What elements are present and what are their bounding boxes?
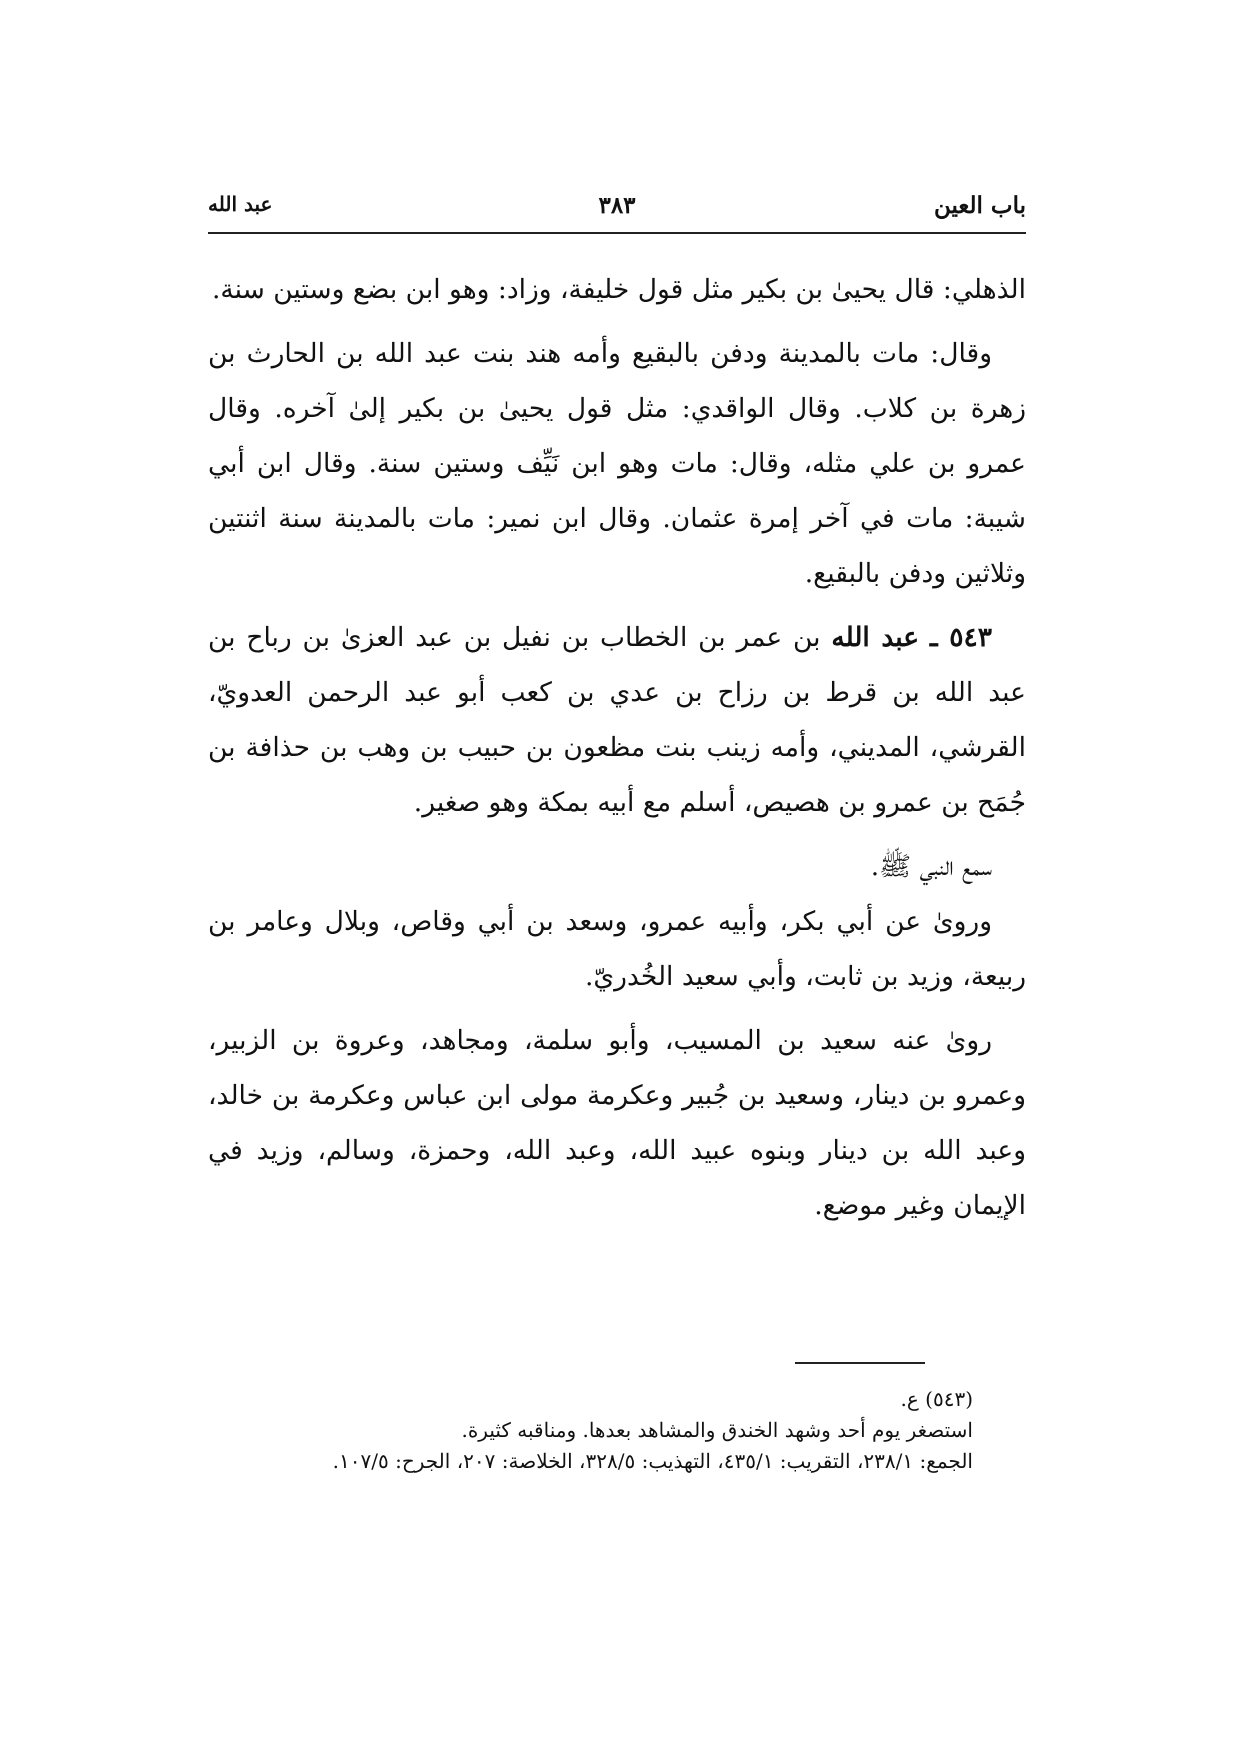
page-number: ٣٨٣ [598, 192, 636, 219]
paragraph: الذهلي: قال يحيىٰ بن بكير مثل قول خليفة، وزاد: وهو ابن بضع وستين سنة. [211, 274, 1026, 305]
footnotes [208, 1384, 973, 1477]
chapter-title: باب العين [933, 192, 1026, 219]
entry-text: بن عمر بن الخطاب بن نفيل بن عبد العزىٰ بن رباح بن عبد الله بن قرط بن رزاح بن عدي بن كعب أبو عبد الرحمن العدويّ، القرشي، المديني، وأمه زينب بنت مظعون بن حبيب بن وهب بن حذافة بن جُمَح بن عمرو بن هصيص، أسلم مع أبيه بمكة وهو صغير. [208, 622, 1026, 818]
footnote-line: الجمع: ٢٣٨/١، التقريب: ٤٣٥/١، التهذيب: ٣٢٨/٥، الخلاصة: ٢٠٧، الجرح: ١٠٧/٥. [332, 1449, 973, 1473]
footnote-line: استصغر يوم أحد وشهد الخندق والمشاهد بعدها. ومناقبه كثيرة. [461, 1418, 973, 1442]
entry-number: ٥٤٣ ـ [929, 622, 992, 653]
paragraph: روىٰ عنه سعيد بن المسيب، وأبو سلمة، ومجاهد، وعروة بن الزبير، وعمرو بن دينار، وسعيد بن جُبير وعكرمة مولى ابن عباس وعكرمة بن خالد، وعبد الله بن دينار وبنوه عبيد الله، وعبد الله، وحمزة، وسالم، وزيد في الإيمان وغير موضع. [208, 1025, 1026, 1221]
entry-title: عبد الله [208, 192, 273, 216]
paragraph: وروىٰ عن أبي بكر، وأبيه عمرو، وسعد بن أبي وقاص، وبلال وعامر بن ربيعة، وزيد بن ثابت، وأبي سعيد الخُدريّ. [208, 906, 1026, 992]
paragraph: وقال: مات بالمدينة ودفن بالبقيع وأمه هند بنت عبد الله بن الحارث بن زهرة بن كلاب. وقال الواقدي: مثل قول يحيىٰ بن بكير إلىٰ آخره. وقال عمرو بن علي مثله، وقال: مات وهو ابن نَيِّف وستين سنة. وقال ابن أبي شيبة: مات في آخر إمرة عثمان. وقال ابن نمير: مات بالمدينة سنة اثنتين وثلاثين ودفن بالبقيع. [208, 338, 1026, 589]
paragraph: سمع النبي ﷺ. [870, 851, 992, 882]
footnote-line: (٥٤٣) ع. [900, 1387, 973, 1411]
header-rule [208, 232, 1026, 234]
entry-paragraph [208, 610, 1026, 830]
main-text [208, 262, 1026, 1242]
running-header [208, 192, 1026, 226]
entry-name: عبد الله [831, 622, 920, 653]
footnote-rule [795, 1362, 925, 1364]
